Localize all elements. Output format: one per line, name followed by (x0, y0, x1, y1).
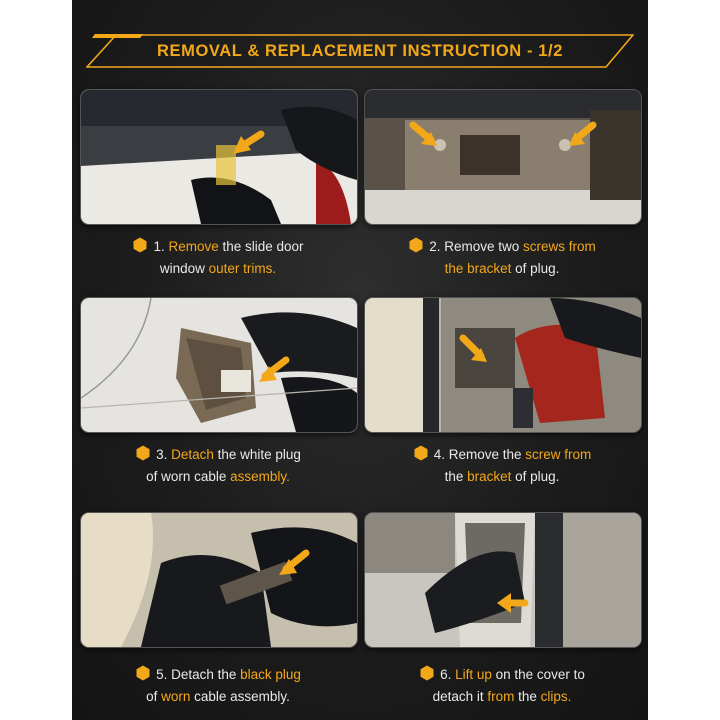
step-1-caption (80, 236, 356, 282)
hexagon-bullet-icon (135, 665, 151, 681)
step-1-photo (80, 89, 358, 225)
header-title: REMOVAL & REPLACEMENT INSTRUCTION - 1/2 (157, 42, 563, 60)
step-2-photo (364, 89, 642, 225)
step-4-caption (364, 444, 640, 490)
step-5-photo (80, 512, 358, 648)
highlight-text: assembly. (230, 469, 290, 484)
highlight-text: screw from (525, 447, 592, 462)
hexagon-bullet-icon (408, 237, 424, 253)
highlight-text: screws from (523, 239, 596, 254)
caption-line2 (364, 466, 640, 488)
caption-text: the slide door (218, 239, 304, 254)
caption-text: 3. (156, 447, 172, 462)
hexagon-bullet-icon (135, 445, 151, 461)
caption-text: of (146, 689, 162, 704)
step-5-caption (80, 664, 356, 710)
caption-text: 1. (153, 239, 169, 254)
highlight-text: Remove (168, 239, 219, 254)
hexagon-bullet-icon (419, 665, 435, 681)
caption-text: 6. (440, 667, 456, 682)
caption-text: the (514, 689, 541, 704)
instruction-sheet (72, 0, 648, 720)
caption-line1 (364, 664, 640, 686)
hexagon-bullet-icon (413, 445, 429, 461)
step-3-caption (80, 444, 356, 490)
step-2-caption (364, 236, 640, 282)
caption-text: 2. Remove two (429, 239, 524, 254)
highlight-text: Detach (171, 447, 214, 462)
caption-text: on the cover to (491, 667, 585, 682)
caption-line1 (80, 236, 356, 258)
caption-text: detach it (432, 689, 488, 704)
caption-text: of plug. (511, 261, 560, 276)
caption-line2 (80, 466, 356, 488)
caption-text: 5. Detach the (156, 667, 241, 682)
highlight-text: bracket (467, 469, 512, 484)
highlight-text: Lift up (455, 667, 492, 682)
caption-line2 (364, 258, 640, 280)
caption-line2 (80, 258, 356, 280)
step-6-photo (364, 512, 642, 648)
caption-text: window (159, 261, 209, 276)
highlight-text: outer trims. (208, 261, 277, 276)
step-4-photo (364, 297, 642, 433)
caption-line1 (364, 444, 640, 466)
highlight-text: black plug (240, 667, 301, 682)
caption-line2 (364, 686, 640, 708)
step-3-photo (80, 297, 358, 433)
caption-text: the (444, 469, 468, 484)
step-6-caption (364, 664, 640, 710)
caption-line1 (80, 664, 356, 686)
caption-text: of plug. (511, 469, 560, 484)
hexagon-bullet-icon (132, 237, 148, 253)
highlight-text: worn (161, 689, 191, 704)
header-banner (86, 34, 634, 68)
highlight-text: the bracket (444, 261, 512, 276)
caption-text: the white plug (213, 447, 301, 462)
caption-line2 (80, 686, 356, 708)
caption-line1 (364, 236, 640, 258)
highlight-text: from (487, 689, 515, 704)
caption-text: of worn cable (146, 469, 231, 484)
highlight-text: clips. (540, 689, 572, 704)
caption-text: 4. Remove the (433, 447, 526, 462)
caption-text: cable assembly. (190, 689, 290, 704)
caption-line1 (80, 444, 356, 466)
